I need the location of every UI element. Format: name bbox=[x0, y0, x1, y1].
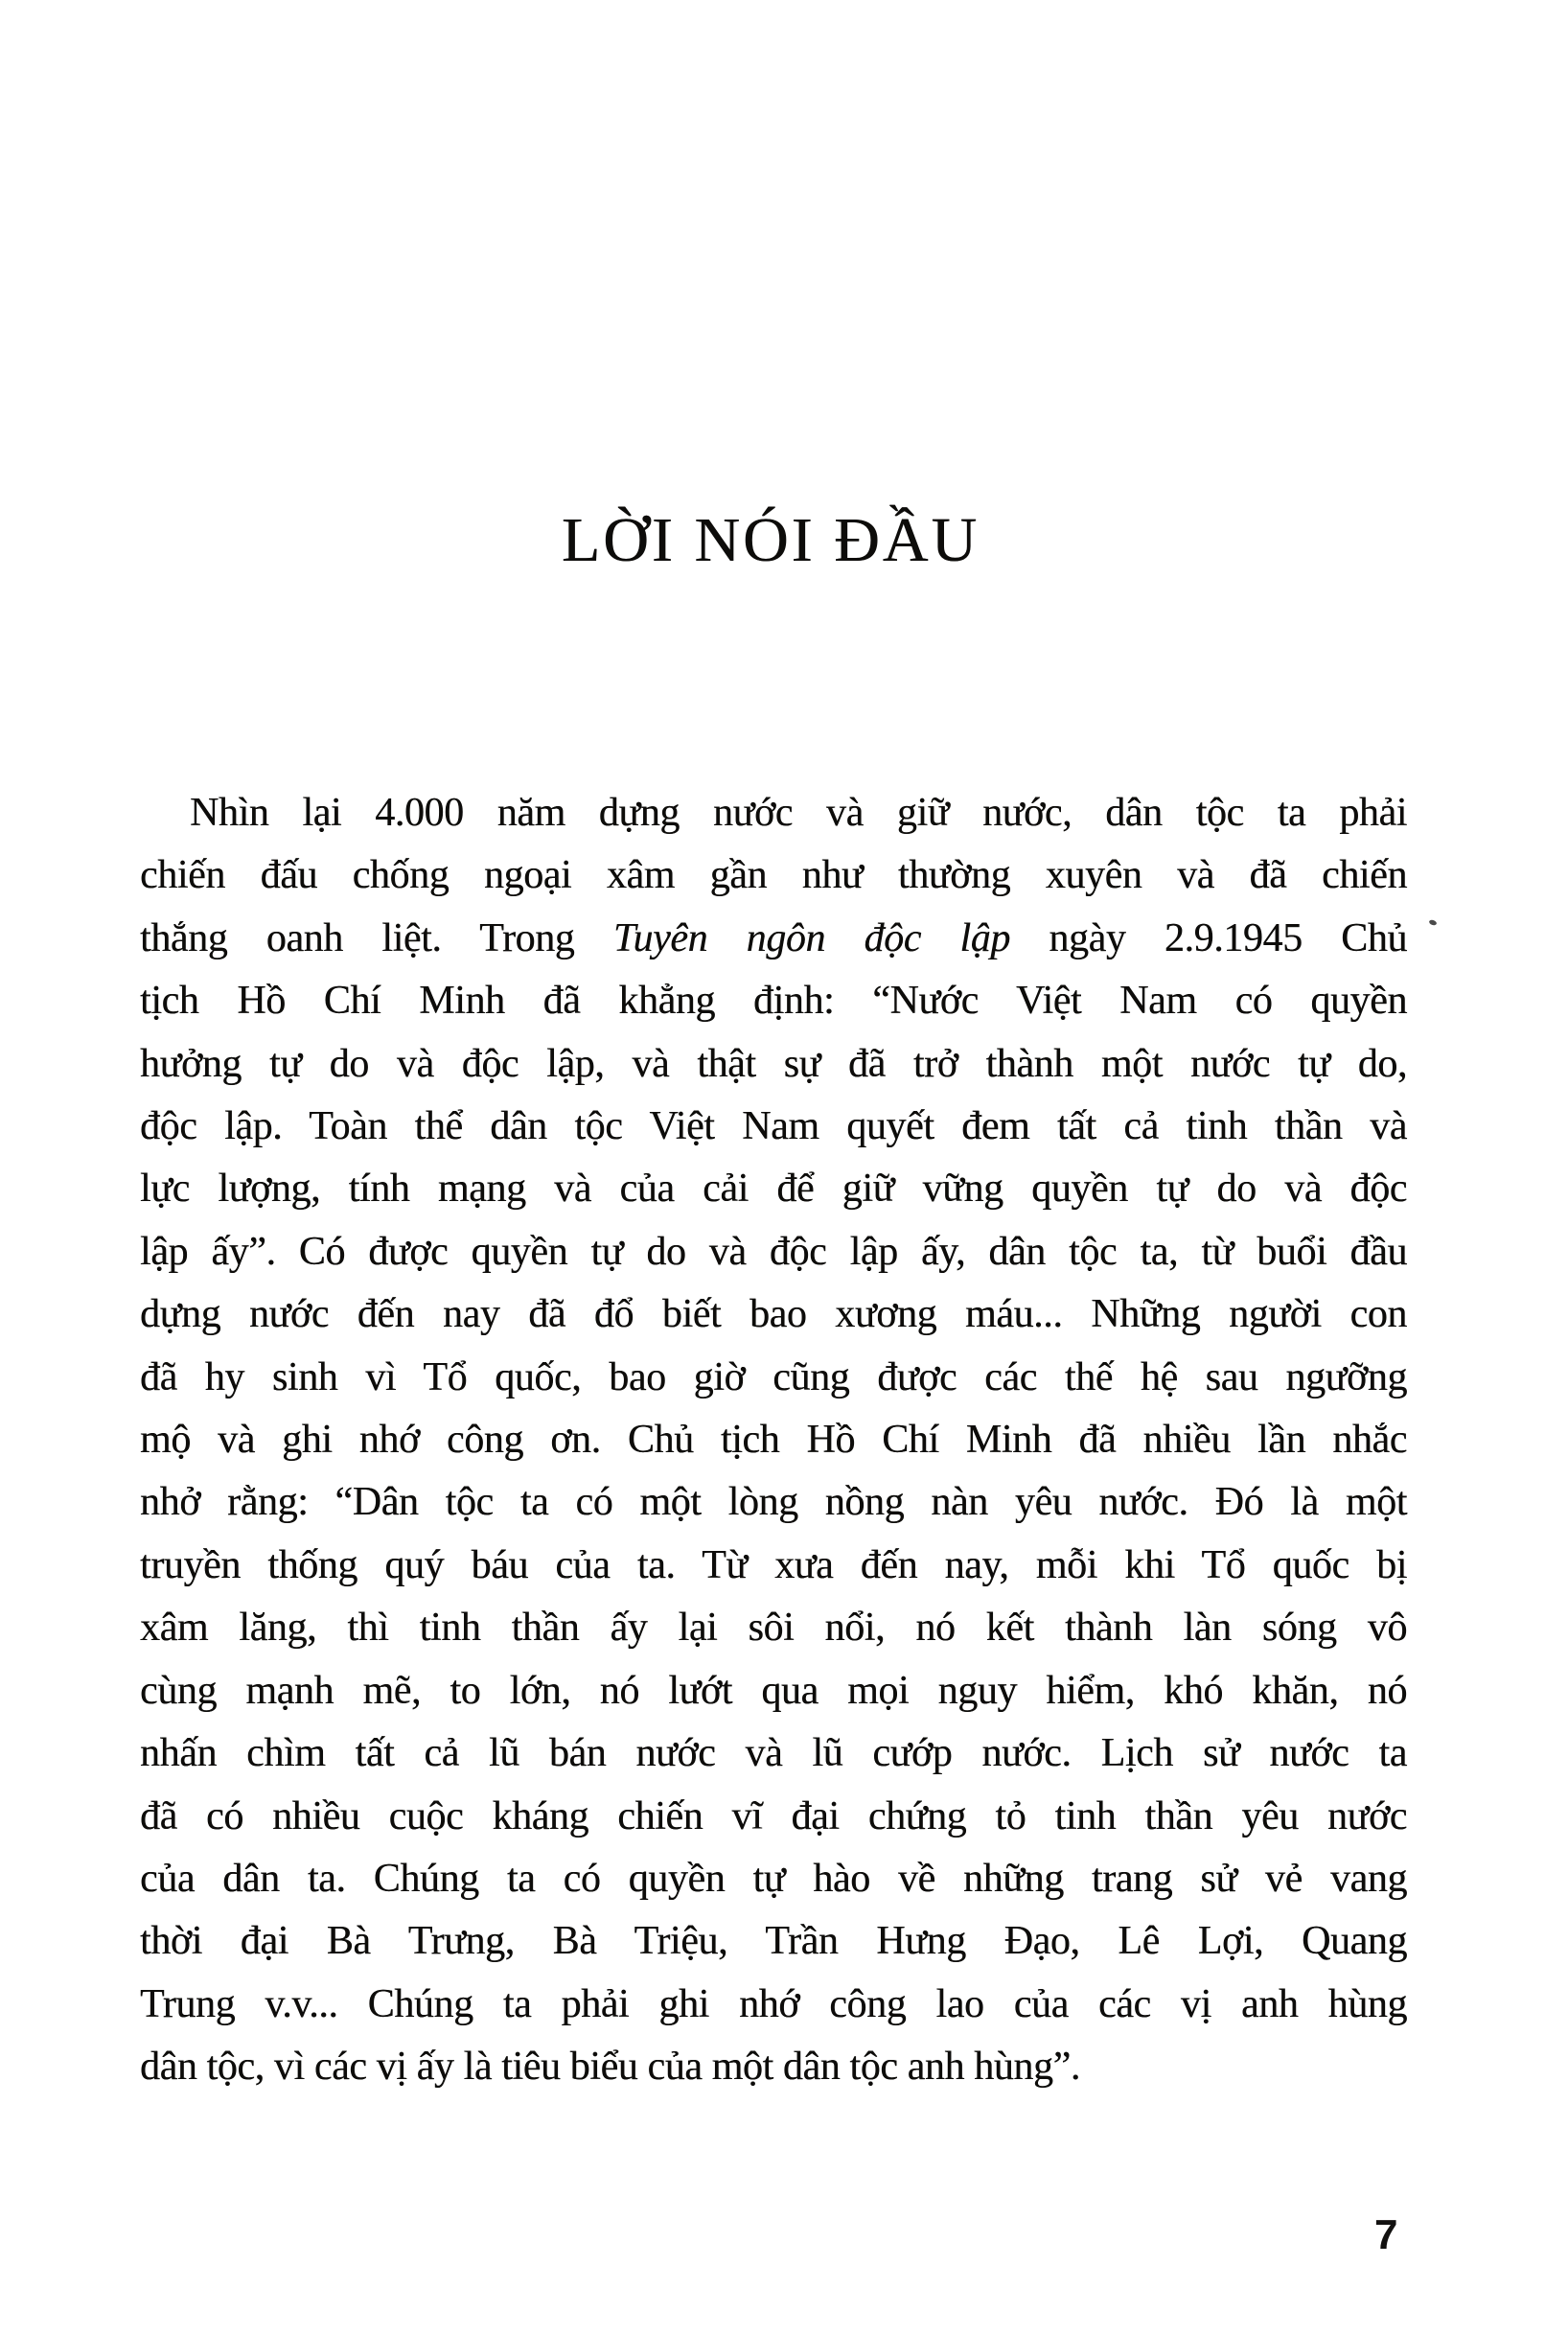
text-segment: thời đại Bà Trưng, Bà Triệu, Trần Hưng Đạo, Lê Lợi, Quang bbox=[140, 1919, 1407, 1964]
page-title: LỜI NÓI ĐẦU bbox=[561, 505, 980, 576]
page-number: 7 bbox=[1374, 2211, 1398, 2258]
text-line bbox=[140, 1910, 1407, 1973]
text-line bbox=[140, 1535, 1407, 1597]
italic-text-segment: Tuyên ngôn độc lập bbox=[612, 915, 1010, 960]
text-line bbox=[140, 1033, 1407, 1096]
text-segment: lập ấy”. Có được quyền tự do và độc lập ấy, dân tộc ta, từ buổi đầu bbox=[140, 1229, 1407, 1274]
text-segment: nhở rằng: “Dân tộc ta có một lòng nồng nàn yêu nước. Đó là một bbox=[140, 1480, 1407, 1525]
text-segment: mộ và ghi nhớ công ơn. Chủ tịch Hồ Chí Minh đã nhiều lần nhắc bbox=[140, 1418, 1407, 1463]
text-line bbox=[140, 1158, 1407, 1220]
text-line bbox=[140, 1096, 1407, 1158]
text-line bbox=[140, 1974, 1407, 2036]
text-segment: cùng mạnh mẽ, to lớn, nó lướt qua mọi nguy hiểm, khó khăn, nó bbox=[140, 1668, 1407, 1713]
text-line bbox=[140, 970, 1407, 1032]
text-segment: của dân ta. Chúng ta có quyền tự hào về những trang sử vẻ vang bbox=[140, 1856, 1407, 1901]
text-line bbox=[140, 2036, 1407, 2098]
text-segment: Trung v.v... Chúng ta phải ghi nhớ công lao của các vị anh hùng bbox=[140, 1981, 1407, 2026]
text-line bbox=[140, 1660, 1407, 1722]
text-line bbox=[140, 844, 1407, 907]
text-segment: dân tộc, vì các vị ấy là tiêu biểu của một dân tộc anh hùng”. bbox=[140, 2045, 1080, 2090]
text-line bbox=[140, 1786, 1407, 1848]
text-line bbox=[140, 782, 1407, 844]
text-segment: dựng nước đến nay đã đổ biết bao xương máu... Những người con bbox=[140, 1292, 1407, 1337]
text-segment: đã có nhiều cuộc kháng chiến vĩ đại chứng tỏ tinh thần yêu nước bbox=[140, 1793, 1407, 1838]
text-segment: tịch Hồ Chí Minh đã khẳng định: “Nước Việt Nam có quyền bbox=[140, 979, 1407, 1024]
text-line bbox=[140, 1283, 1407, 1346]
text-line bbox=[140, 1221, 1407, 1283]
text-segment: thắng oanh liệt. Trong bbox=[140, 915, 613, 960]
text-line bbox=[140, 1722, 1407, 1785]
text-segment: xâm lăng, thì tinh thần ấy lại sôi nổi, nó kết thành làn sóng vô bbox=[140, 1606, 1407, 1651]
text-line bbox=[140, 1597, 1407, 1659]
text-line bbox=[140, 1347, 1407, 1409]
scan-speck bbox=[1428, 919, 1437, 926]
text-segment: truyền thống quý báu của ta. Từ xưa đến nay, mỗi khi Tổ quốc bị bbox=[140, 1542, 1407, 1587]
text-segment: chiến đấu chống ngoại xâm gần như thường xuyên và đã chiến bbox=[140, 853, 1407, 898]
text-line bbox=[140, 1471, 1407, 1534]
text-line bbox=[140, 908, 1407, 970]
text-line bbox=[140, 1848, 1407, 1910]
text-segment: Nhìn lại 4.000 năm dựng nước và giữ nước, dân tộc ta phải bbox=[190, 791, 1407, 835]
text-segment: hưởng tự do và độc lập, và thật sự đã trở thành một nước tự do, bbox=[140, 1041, 1407, 1086]
text-segment: nhấn chìm tất cả lũ bán nước và lũ cướp nước. Lịch sử nước ta bbox=[140, 1731, 1407, 1776]
text-segment: lực lượng, tính mạng và của cải để giữ vững quyền tự do và độc bbox=[140, 1167, 1407, 1212]
text-line bbox=[140, 1409, 1407, 1471]
body-paragraph bbox=[140, 782, 1407, 2099]
text-segment: đã hy sinh vì Tổ quốc, bao giờ cũng được các thế hệ sau ngưỡng bbox=[140, 1354, 1407, 1399]
text-segment: độc lập. Toàn thể dân tộc Việt Nam quyết đem tất cả tinh thần và bbox=[140, 1104, 1407, 1149]
text-segment: ngày 2.9.1945 Chủ bbox=[1009, 915, 1407, 960]
